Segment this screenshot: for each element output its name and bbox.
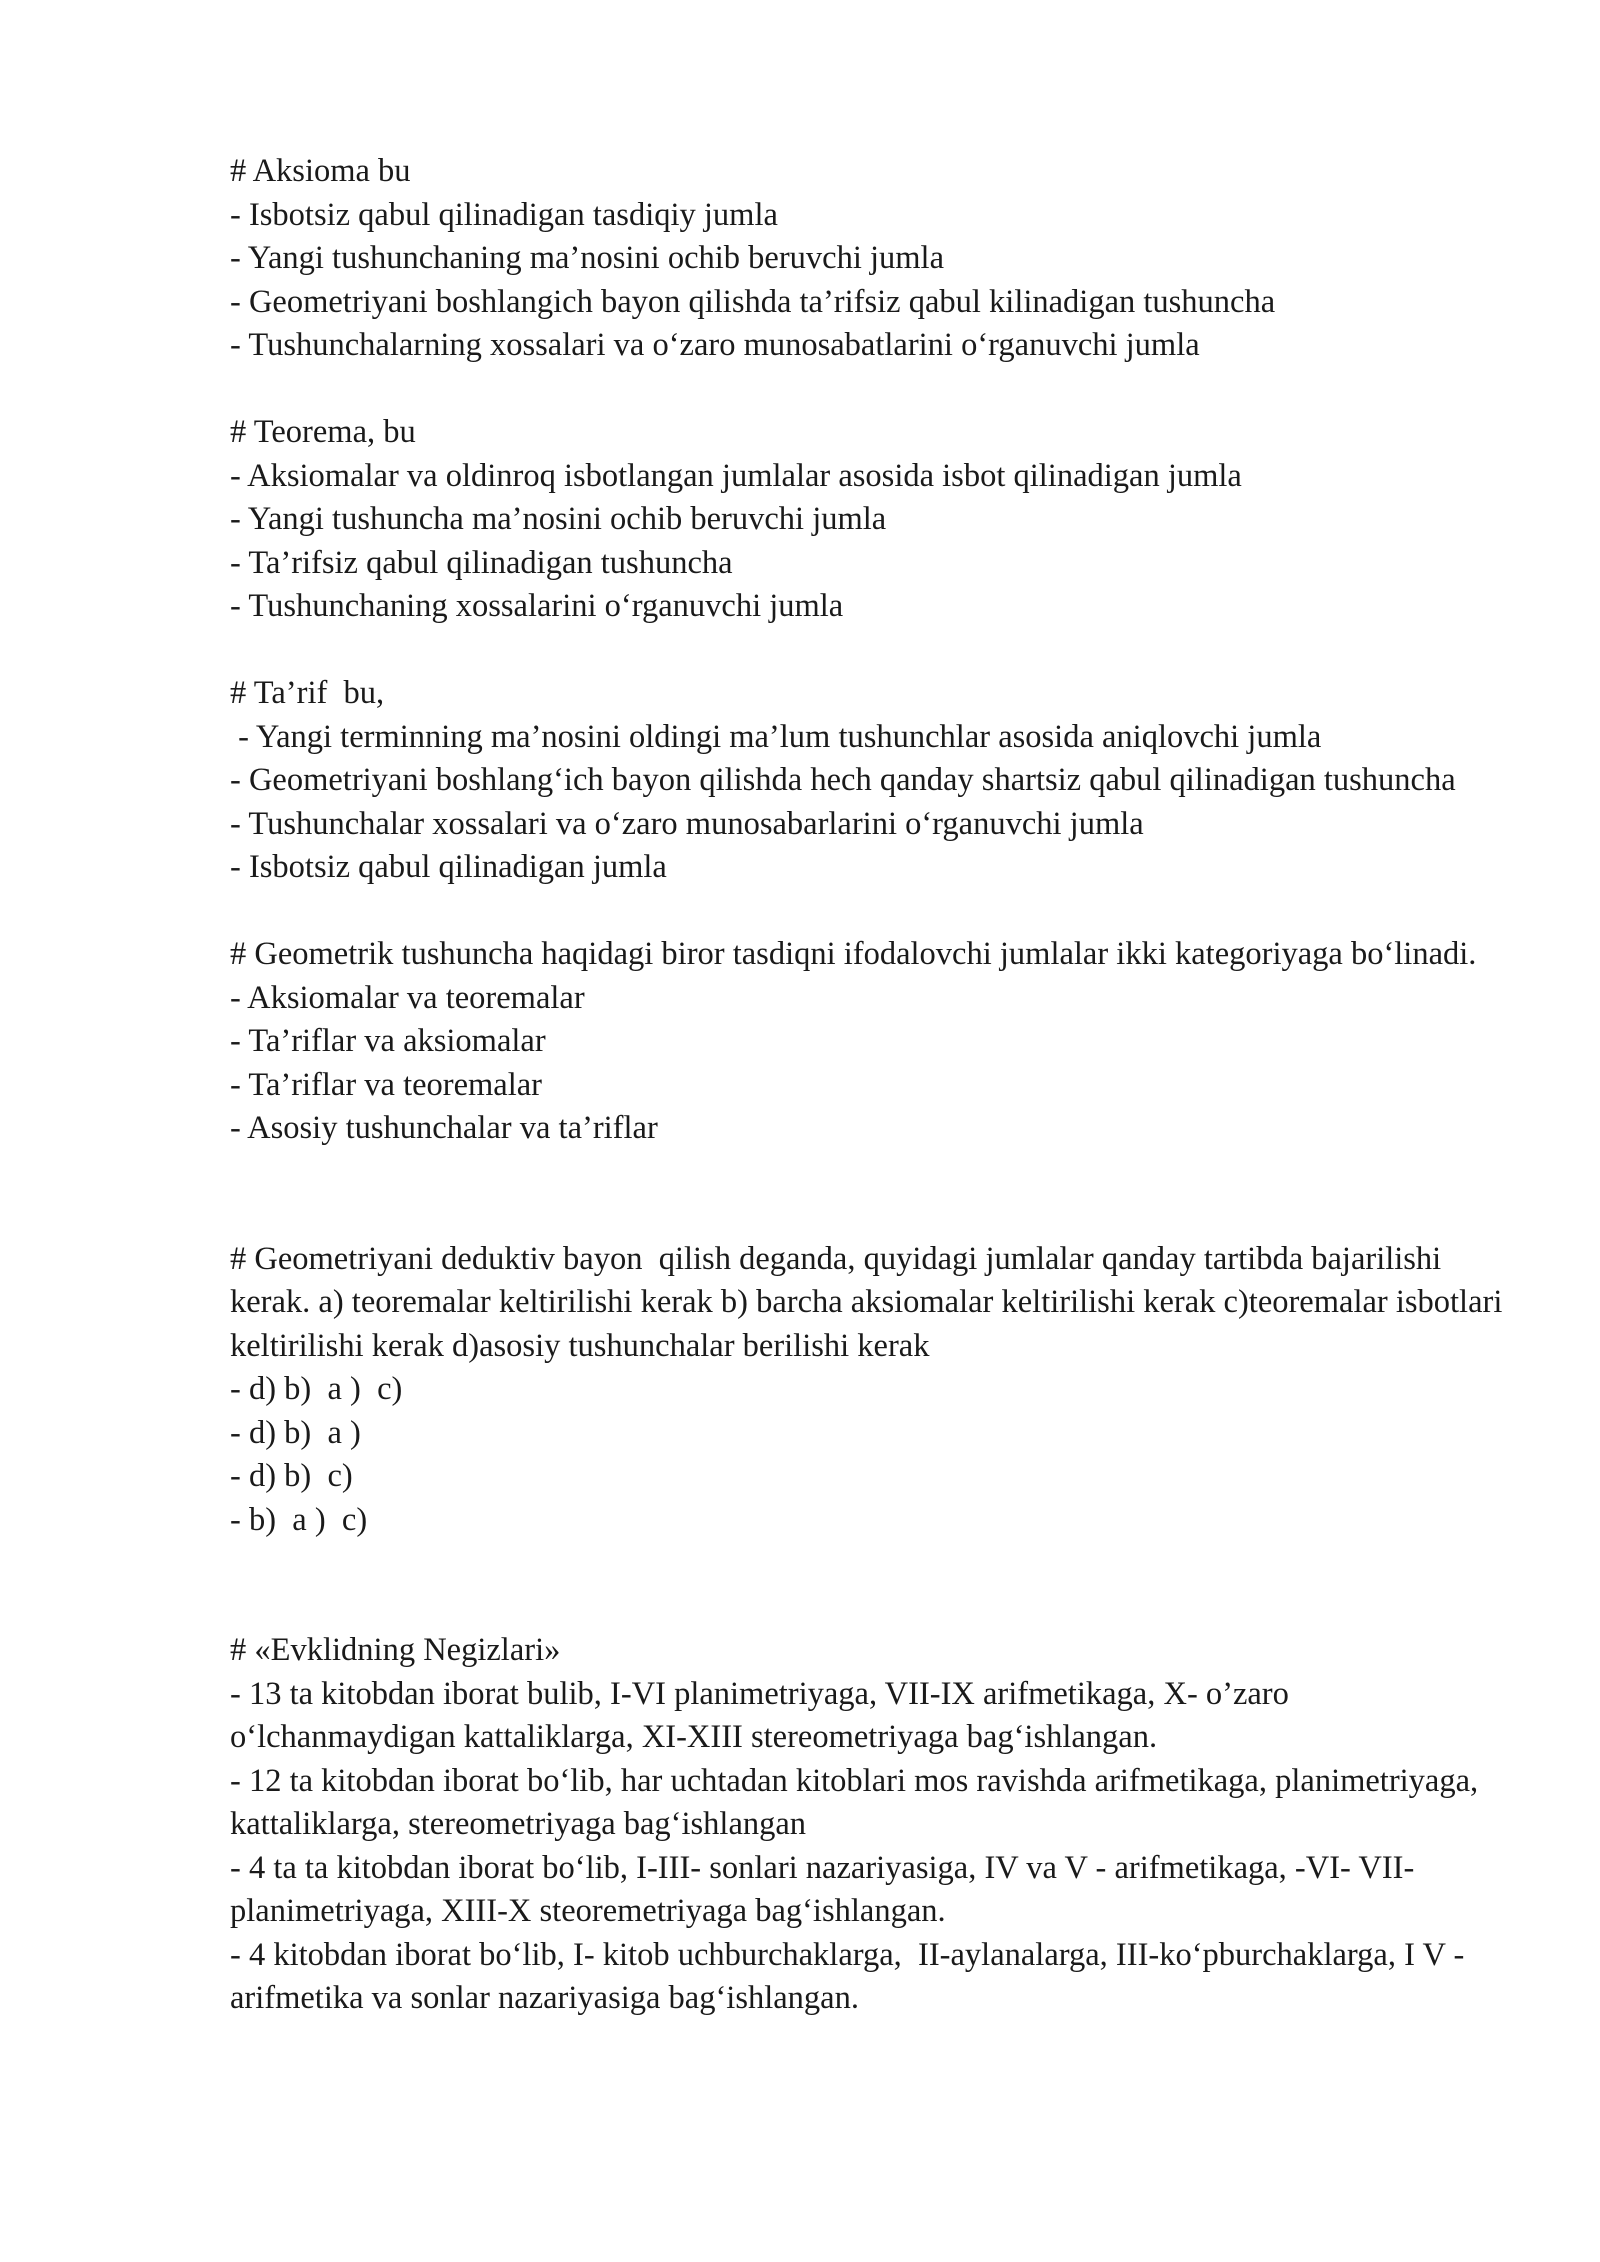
answer-option: - 12 ta kitobdan iborat bo‘lib, har uchtadan kitoblari mos ravishda arifmetikaga, planimetriyaga, kattaliklarga, stereometriyaga bag‘ishlangan (230, 1762, 1487, 1842)
answer-option: - Ta’riflar va aksiomalar (230, 1023, 546, 1059)
answer-option: - 4 ta ta kitobdan iborat bo‘lib, I-III- sonlari nazariyasiga, IV va V - arifmetikaga, -VI- VII- planimetriyaga, XIII-X steoremetriyaga bag‘ishlangan. (230, 1849, 1423, 1929)
question-block (230, 1238, 1520, 1543)
question-block (230, 933, 1520, 1151)
question-text: # Geometriyani deduktiv bayon qilish deganda, quyidagi jumlalar qanday tartibda bajarilishi kerak. a) teoremalar keltirilishi kerak b) barcha aksiomalar keltirilishi kerak c)teoremalar isbotlari keltirilishi kerak d)asosiy tushunchalar berilishi kerak (230, 1240, 1511, 1364)
answer-option: - Ta’riflar va teoremalar (230, 1066, 543, 1103)
answer-option: - Isbotsiz qabul qilinadigan jumla (230, 849, 667, 885)
answer-option: - Tushunchalarning xossalari va o‘zaro munosabatlarini o‘rganuvchi jumla (230, 327, 1200, 363)
question-text: # Aksioma bu (230, 153, 411, 189)
question-block (230, 672, 1520, 890)
answer-option: - Yangi terminning ma’nosini oldingi ma’lum tushunchlar asosida aniqlovchi jumla (230, 718, 1322, 755)
answer-option: - Yangi tushunchaning ma’nosini ochib beruvchi jumla (230, 240, 945, 276)
question-block (230, 1629, 1520, 2021)
answer-option: - Yangi tushuncha ma’nosini ochib beruvchi jumla (230, 501, 887, 537)
answer-option: - Isbotsiz qabul qilinadigan tasdiqiy jumla (230, 196, 778, 233)
answer-option: - Geometriyani boshlang‘ich bayon qilishda hech qanday shartsiz qabul qilinadigan tushuncha (230, 762, 1456, 798)
spacer (230, 368, 1520, 412)
answer-option: - d) b) c) (230, 1458, 353, 1494)
answer-option: - 13 ta kitobdan iborat bulib, I-VI planimetriyaga, VII-IX arifmetikaga, X- o’zaro o‘lchanmaydigan kattaliklarga, XI-XIII stereometriyaga bag‘ishlangan. (230, 1675, 1298, 1755)
answer-option: - Aksiomalar va oldinroq isbotlangan jumlalar asosida isbot qilinadigan jumla (230, 457, 1242, 494)
spacer (230, 890, 1520, 934)
question-text: # Ta’rif bu, (230, 675, 385, 711)
question-text: # «Evklidning Negizlari» (230, 1632, 561, 1668)
answer-option: - Tushunchaning xossalarini o‘rganuvchi jumla (230, 588, 844, 624)
spacer (230, 1542, 1520, 1629)
answer-option: - Tushunchalar xossalari va o‘zaro munosabarlarini o‘rganuvchi jumla (230, 805, 1144, 842)
answer-option: - d) b) a ) (230, 1414, 361, 1451)
answer-option: - Geometriyani boshlangich bayon qilishda ta’rifsiz qabul kilinadigan tushuncha (230, 283, 1276, 320)
answer-option: - Ta’rifsiz qabul qilinadigan tushuncha (230, 544, 733, 581)
answer-option: - d) b) a ) c) (230, 1371, 403, 1407)
answer-option: - Asosiy tushunchalar va ta’riflar (230, 1110, 658, 1146)
document-page (230, 150, 1520, 2021)
answer-option: - 4 kitobdan iborat bo‘lib, I- kitob uchburchaklarga, II-aylanalarga, III-ko‘pburchaklarga, I V -arifmetika va sonlar nazariyasiga bag‘ishlangan. (230, 1936, 1465, 2016)
answer-option: - Aksiomalar va teoremalar (230, 979, 585, 1016)
question-block (230, 150, 1520, 368)
question-block (230, 411, 1520, 629)
question-text: # Geometrik tushuncha haqidagi biror tasdiqni ifodalovchi jumlalar ikki kategoriyaga bo‘linadi. (230, 936, 1477, 972)
question-text: # Teorema, bu (230, 414, 416, 450)
spacer (230, 629, 1520, 673)
spacer (230, 1151, 1520, 1238)
answer-option: - b) a ) c) (230, 1501, 368, 1538)
